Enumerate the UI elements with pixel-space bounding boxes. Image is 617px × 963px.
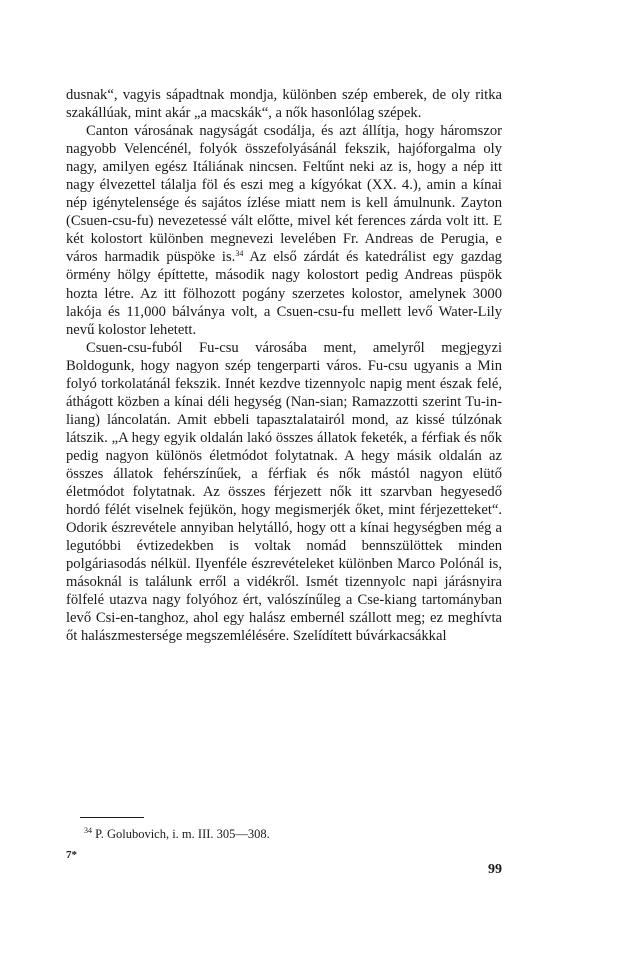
footnote-reference: 34 bbox=[235, 249, 244, 259]
signature-mark: 7* bbox=[66, 849, 77, 861]
paragraph-1-text: dusnak“, vagyis sápadtnak mondja, különben szép emberek, de oly ritka szakállúak, mint akár „a macskák“, a nők hasonlólag szépek. bbox=[66, 87, 502, 122]
footnote bbox=[84, 826, 484, 842]
body-text bbox=[66, 86, 502, 645]
footnote-marker: 34 bbox=[84, 826, 92, 835]
page-number: 99 bbox=[488, 862, 502, 877]
paragraph-1 bbox=[66, 86, 502, 122]
paragraph-2-text: Canton városának nagyságát csodálja, és azt állítja, hogy háromszor nagyobb Velencénél, folyók összefolyásánál fekszik, hajóforgalma oly nagy, amilyen egész Itáliának nincsen. Feltűnt neki az is, hogy a nép itt nagy élvezettel tálalja föl és eszi meg a kígyókat (XX. 4.), amin a kínai nép igénytelensége és sajátos ízlése miatt nem is kell ámulnunk. Zayton (Csuen-csu-fu) nevezetessé vált előtte, mivel két ferences zárda volt itt. E két kolostort különben megnevezi levelében Fr. Andreas de Perugia, e város harmadik püspöke is. bbox=[66, 123, 502, 266]
paragraph-3 bbox=[66, 339, 502, 646]
footnote-text: P. Golubovich, i. m. III. 305—308. bbox=[92, 827, 270, 841]
footnote-separator bbox=[80, 817, 144, 818]
paragraph-3-text: Csuen-csu-fuból Fu-csu városába ment, amelyről megjegyzi Boldogunk, hogy nagyon szép tengerparti város. Fu-csu ugyanis a Min folyó torkolatánál fekszik. Innét kezdve tizennyolc napig ment észak felé, áthágott közben a kínai déli hegység (Nan-sian; Ramazzotti szerint Tu-in-liang) láncolatán. Amit ebbeli tapasztalatairól mond, az kissé túlzónak látszik. „A hegy egyik oldalán lakó összes állatok feketék, a férfiak és nők pedig nagyon különös életmódot folytatnak. A hegy másik oldalán az összes állatok fehérszínűek, a férfiak és nők mástól nagyon elütő életmódot folytatnak. Az összes férjezett nők itt szarvban hegyesedő hordó félét viselnek fejükön, hogy megismerjék őket, mint férjezetteket“. Odorik észrevétele annyiban helytálló, hogy ott a kínai hegységben még a legutóbbi évtizedekben is voltak nomád bennszülöttek minden polgáriasodás nélkül. Ilyenféle észrevételeket különben Marco Polónál is, másoknál is találunk erről a vidékről. Ismét tizennyolc napi járásnyira fölfelé utazva nagy folyóhoz ért, valószínűleg a Cse-kiang tartományban levő Csi-en-tanghoz, ahol egy halász embernél szállott meg; ez meghívta őt halászmestersége megszemlélésére. Szelídített búvárkacsákkal bbox=[66, 339, 502, 645]
paragraph-2 bbox=[66, 122, 502, 339]
paragraph-2-text-continued: Az első zárdát és katedrálist egy gazdag örmény hölgy építtette, második nagy kolostort pedig Andreas püspök hozta létre. Az itt fölhozott pogány szerzetes kolostor, amelynek 3000 lakója és 11,000 bálványa volt, a Csuen-csu-fu mellett levő Water-Lily nevű kolostor lehetett. bbox=[66, 249, 502, 338]
